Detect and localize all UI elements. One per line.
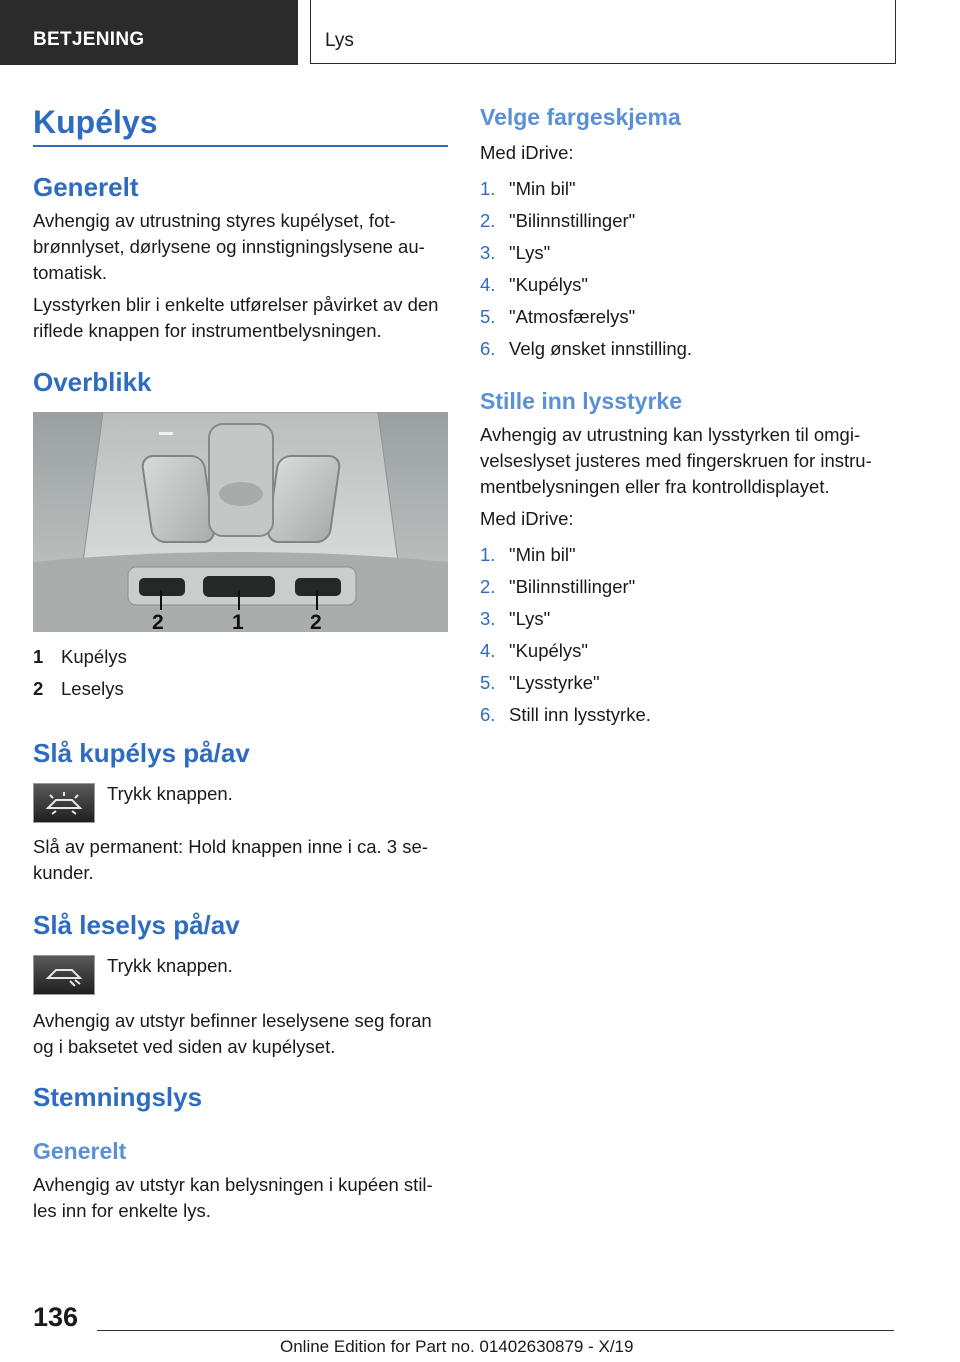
legend-item: 1 Kupélys [33, 646, 127, 667]
callout-2-left: 2 [152, 611, 164, 632]
section-label: BETJENING [33, 29, 145, 50]
heading-velge-fargeskjema: Velge fargeskjema [480, 104, 681, 130]
subheading-generelt: Generelt [33, 1138, 127, 1164]
section-tab [0, 0, 298, 65]
page-title: Kupélys [33, 104, 158, 140]
styrke-paragraph: Avhengig av utrustning kan lysstyrken til omgi- velseslyset justeres med fingerskruen for instru- mentbelysningen eller fra kontrolldisplayet. [480, 424, 872, 497]
callout-1: 1 [232, 611, 244, 632]
chapter-tab [310, 0, 896, 64]
kupelys-paragraph: Slå av permanent: Hold knappen inne i ca. 3 se- kunder. [33, 836, 428, 883]
heading-stemningslys: Stemningslys [33, 1082, 203, 1112]
styrke-intro: Med iDrive: [480, 508, 574, 529]
generelt-paragraph-1: Avhengig av utrustning styres kupélyset, fot- brønnlyset, dørlysene og innstigningslysene au- tomatisk. [33, 210, 425, 283]
heading-leselys: Slå leselys på/av [33, 910, 240, 940]
heading-stille-inn-lysstyrke: Stille inn lysstyrke [480, 388, 682, 414]
edition-text: Online Edition for Part no. 01402630879 - X/19 [280, 1337, 634, 1356]
title-rule [33, 145, 448, 147]
stemning-paragraph: Avhengig av utstyr kan belysningen i kupéen stil- les inn for enkelte lys. [33, 1174, 433, 1221]
page-number: 136 [33, 1302, 79, 1332]
footer-rule [97, 1330, 894, 1331]
overhead-console-figure [33, 412, 448, 632]
reading-light-button-icon [33, 955, 95, 995]
heading-generelt: Generelt [33, 172, 139, 202]
legend-item: 2 Leselys [33, 678, 124, 699]
chapter-label: Lys [325, 30, 354, 51]
heading-kupelys: Slå kupélys på/av [33, 738, 250, 768]
generelt-paragraph-2: Lysstyrken blir i enkelte utførelser påvirket av den riflede knappen for instrumentbelysningen. [33, 294, 439, 341]
callout-2-right: 2 [310, 611, 322, 632]
kupelys-press-text: Trykk knappen. [107, 783, 233, 804]
farge-intro: Med iDrive: [480, 142, 574, 163]
leselys-paragraph: Avhengig av utstyr befinner leselysene seg foran og i baksetet ved siden av kupélyset. [33, 1010, 432, 1057]
leselys-press-text: Trykk knappen. [107, 955, 233, 976]
heading-overblikk: Overblikk [33, 367, 152, 397]
interior-light-button-icon [33, 783, 95, 823]
